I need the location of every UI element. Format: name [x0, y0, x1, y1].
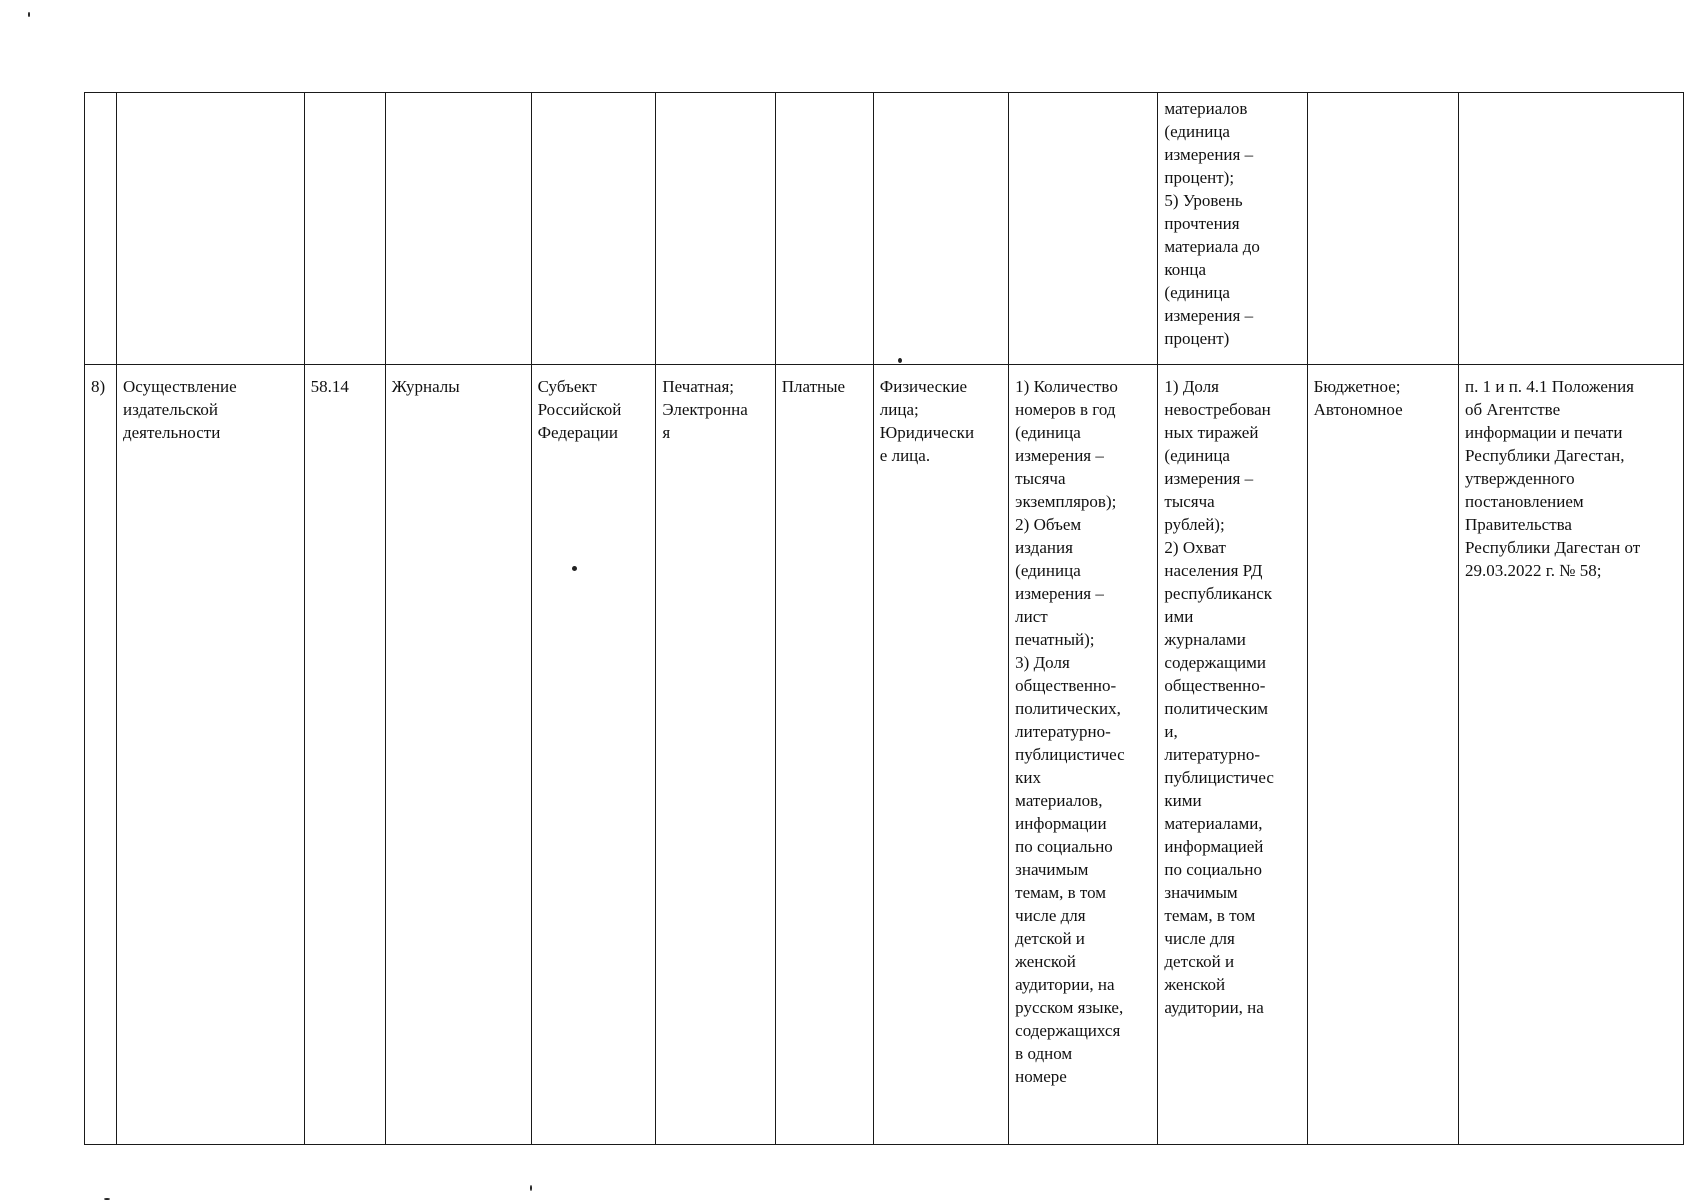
- scan-speck: [898, 358, 902, 363]
- cell-number: [85, 93, 117, 365]
- cell-level: [531, 93, 656, 365]
- cell-content-type: [385, 93, 531, 365]
- cell-quality-indicators: 1) Доля невостребован ных тиражей (единица измерения – тысяча рублей); 2) Охват населения РД республиканск ими журналами содержащими общественно- политическим и, литературно- публицистичес кими материалами, информацией по социально значимым темам, в том числе для детской и женской аудитории, на: [1158, 365, 1307, 1145]
- registry-table: [84, 92, 1684, 1145]
- cell-okved-code: [304, 93, 385, 365]
- cell-payment: [775, 93, 873, 365]
- cell-number: 8): [85, 365, 117, 1145]
- cell-level: Субъект Российской Федерации: [531, 365, 656, 1145]
- cell-legal-basis: [1459, 93, 1684, 365]
- cell-consumers: Физические лица; Юридически е лица.: [873, 365, 1008, 1145]
- cell-volume-indicators: 1) Количество номеров в год (единица измерения – тысяча экземпляров); 2) Объем издания (единица измерения – лист печатный); 3) Доля общественно- политических, литературно- публицистичес ких материалов, информации по социально значимым темам, в том числе для детской и женской аудитории, на русском языке, содержащихся в одном номере: [1009, 365, 1158, 1145]
- scan-speck: [28, 12, 30, 17]
- table-row-continuation: [85, 93, 1684, 365]
- cell-okved-code: 58.14: [304, 365, 385, 1145]
- cell-org-type: [1307, 93, 1458, 365]
- cell-content-type: Журналы: [385, 365, 531, 1145]
- cell-legal-basis: п. 1 и п. 4.1 Положения об Агентстве информации и печати Республики Дагестан, утвержденного постановлением Правительства Республики Дагестан от 29.03.2022 г. № 58;: [1459, 365, 1684, 1145]
- cell-volume-indicators: [1009, 93, 1158, 365]
- table-row: [85, 365, 1684, 1145]
- cell-form: Печатная; Электронна я: [656, 365, 775, 1145]
- cell-service-name: Осуществление издательской деятельности: [116, 365, 304, 1145]
- scan-speck: [572, 566, 577, 571]
- cell-quality-indicators: материалов (единица измерения – процент); 5) Уровень прочтения материала до конца (единица измерения – процент): [1158, 93, 1307, 365]
- cell-service-name: [116, 93, 304, 365]
- cell-consumers: [873, 93, 1008, 365]
- cell-payment: Платные: [775, 365, 873, 1145]
- cell-org-type: Бюджетное; Автономное: [1307, 365, 1458, 1145]
- scan-speck: [530, 1185, 532, 1191]
- cell-form: [656, 93, 775, 365]
